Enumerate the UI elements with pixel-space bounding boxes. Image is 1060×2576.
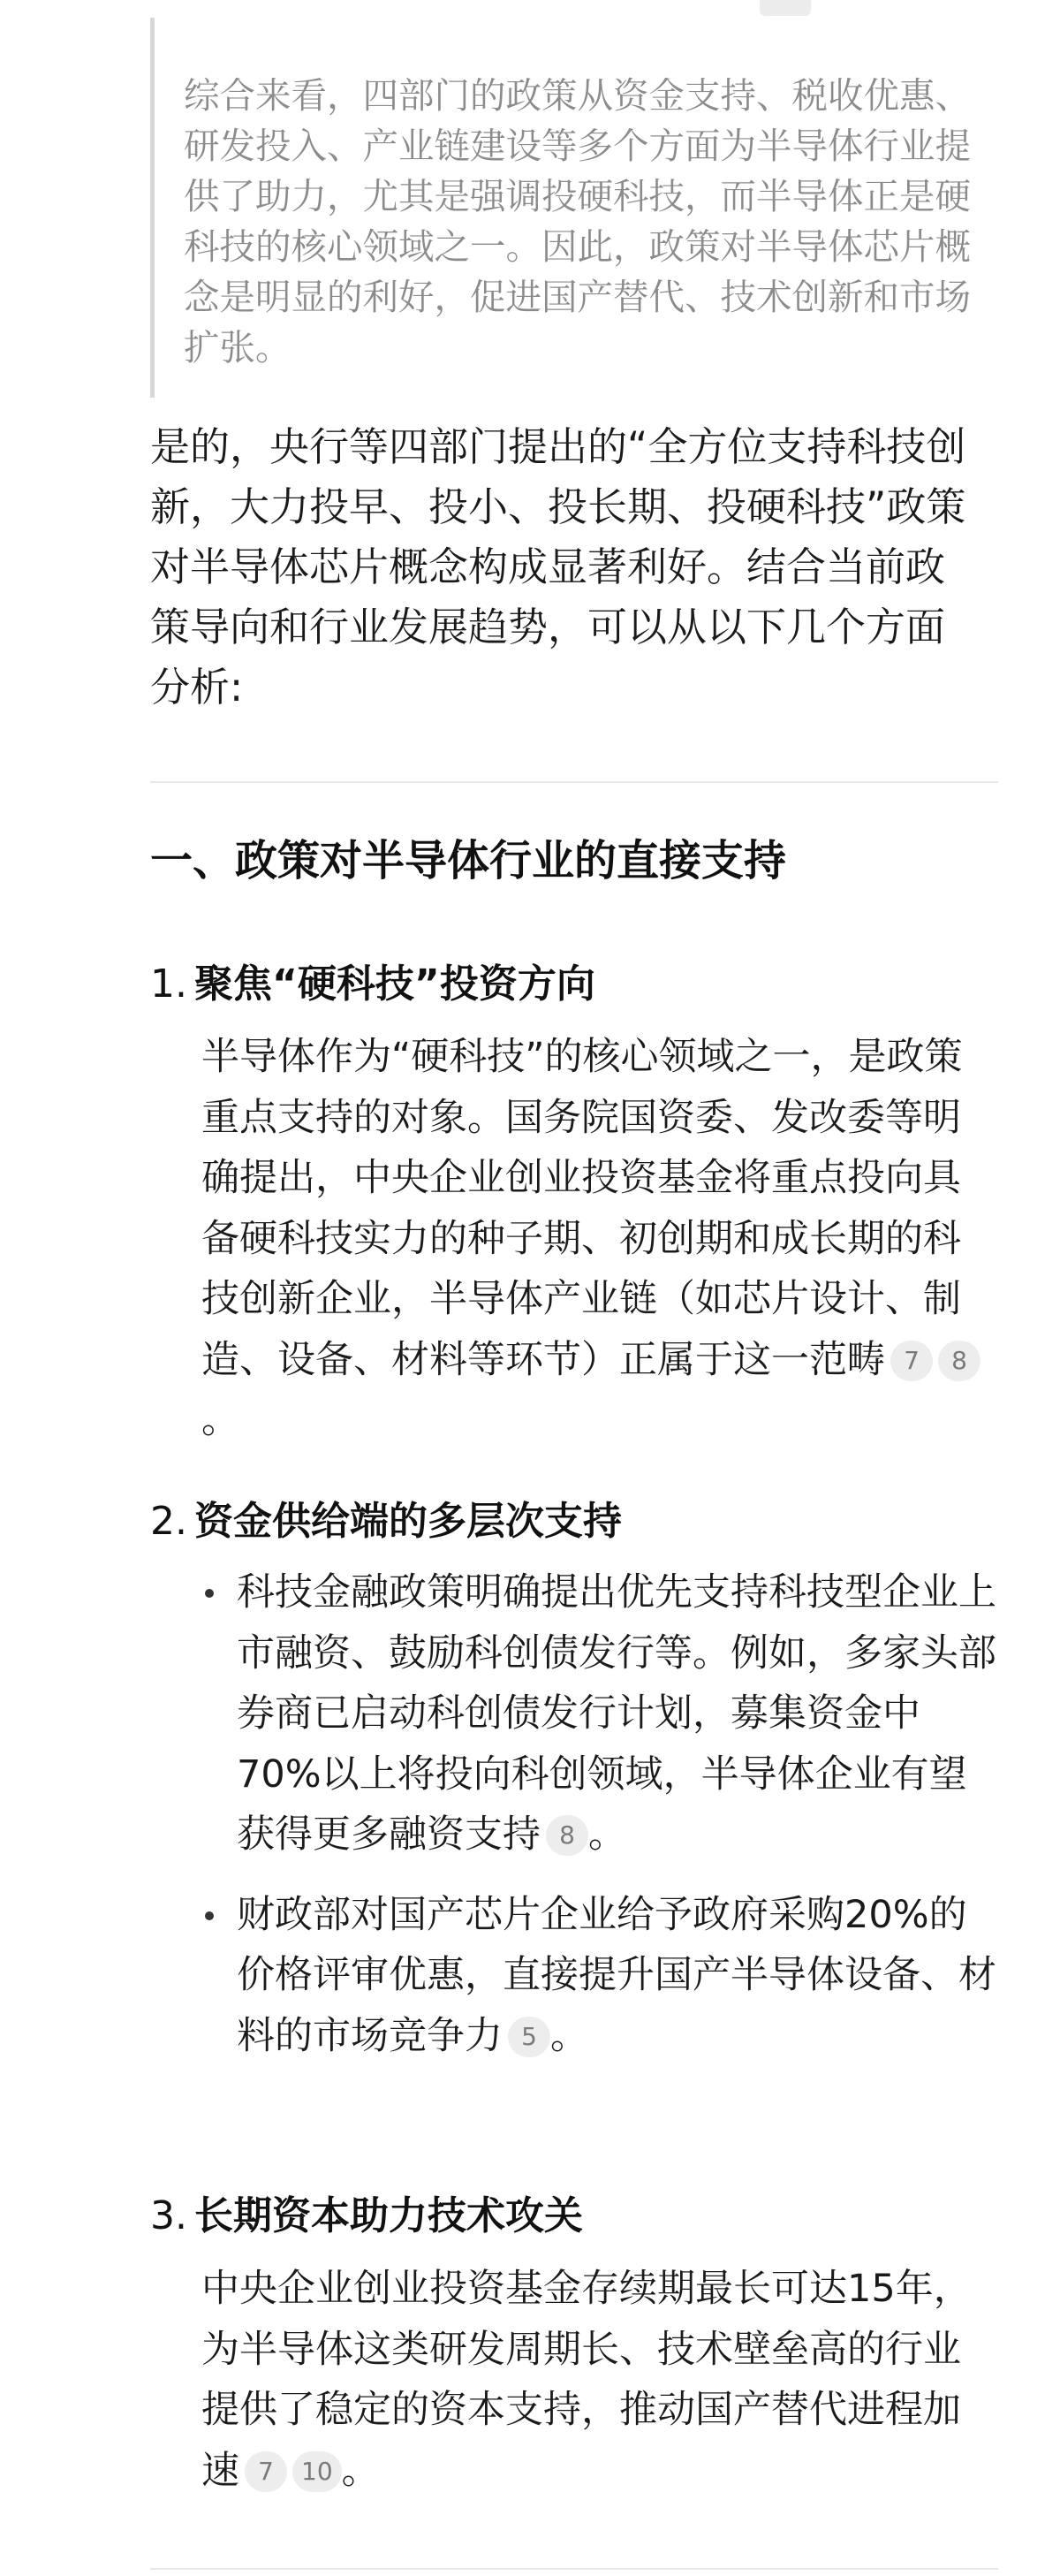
answer-intro [150,417,980,718]
citation-badge[interactable]: 10 [292,2451,342,2492]
citation-badge[interactable]: 8 [938,1341,980,1381]
list-item-body [201,1027,996,1451]
bullet-text: 科技金融政策明确提出优先支持科技型企业上市融资、鼓励科创债发行等。例如，多家头部券商已启动科创债发行计划，募集资金中70%以上将投向科创领域，半导体企业有望获得更多融资支持 [237,1570,996,1857]
citation-badge[interactable]: 7 [245,2451,287,2492]
body-tail: 。 [201,1398,239,1442]
bullet-item [201,1562,996,1866]
citation-badge[interactable]: 5 [508,2017,550,2057]
citation-badge[interactable]: 8 [546,1815,588,1856]
citation-badge[interactable]: 7 [890,1341,933,1381]
list-item-title: 长期资本助力技术攻关 [193,2193,583,2238]
bullet-dot [205,1589,214,1598]
quoted-summary [150,18,998,398]
bottom-divider [150,2568,998,2570]
bullet-tail: 。 [550,2013,588,2058]
lead-paragraph: 是的，央行等四部门提出的“全方位支持科技创新，大力投早、投小、投长期、投硬科技”政策对半导体芯片概念构成显著利好。结合当前政策导向和行业发展趋势，可以从以下几个方面分析: [150,423,966,710]
body-text: 中央企业创业投资基金存续期最长可达15年，为半导体这类研发周期长、技术壁垒高的行业提供了稳定的资本支持，推动国产替代进程加速 [201,2267,972,2493]
bullet-dot [205,1911,214,1920]
body-text: 半导体作为“硬科技”的核心领域之一，是政策重点支持的对象。国务院国资委、发改委等明确提出，中央企业创业投资基金将重点投向具备硬科技实力的种子期、初创期和成长期的科技创新企业，半导体产业链（如芯片设计、制造、设备、材料等环节）正属于这一范畴 [201,1035,963,1382]
list-item-heading [150,2188,998,2245]
bullet-tail: 。 [588,1812,626,1857]
list-item-body [201,2259,996,2501]
section-divider [150,781,998,783]
list-item-title: 资金供给端的多层次支持 [193,1499,622,1544]
list-item-heading [150,1493,998,1550]
bullet-list [201,1562,996,2066]
section-title: 一、政策对半导体行业的直接支持 [150,836,787,885]
bullet-text: 财政部对国产芯片企业给予政府采购20%的价格评审优惠，直接提升国产半导体设备、材料的市场竞争力 [237,1892,996,2058]
list-item-3 [150,2188,998,2501]
list-item-1 [150,956,998,1451]
quote-text: 综合来看，四部门的政策从资金支持、税收优惠、研发投入、产业链建设等多个方面为半导体行业提供了助力，尤其是强调投硬科技，而半导体正是硬科技的核心领域之一。因此，政策对半导体芯片概念是明显的利好，促进国产替代、技术创新和市场扩张。 [184,74,971,369]
list-number: 2. [150,1499,187,1544]
scroll-indicator [760,0,811,16]
list-number: 1. [150,961,187,1007]
list-item-title: 聚焦“硬科技”投资方向 [193,961,595,1007]
list-item-heading [150,956,998,1013]
bullet-item [201,1885,996,2067]
body-tail: 。 [341,2448,380,2493]
list-item-2 [150,1493,998,2086]
list-number: 3. [150,2193,187,2238]
